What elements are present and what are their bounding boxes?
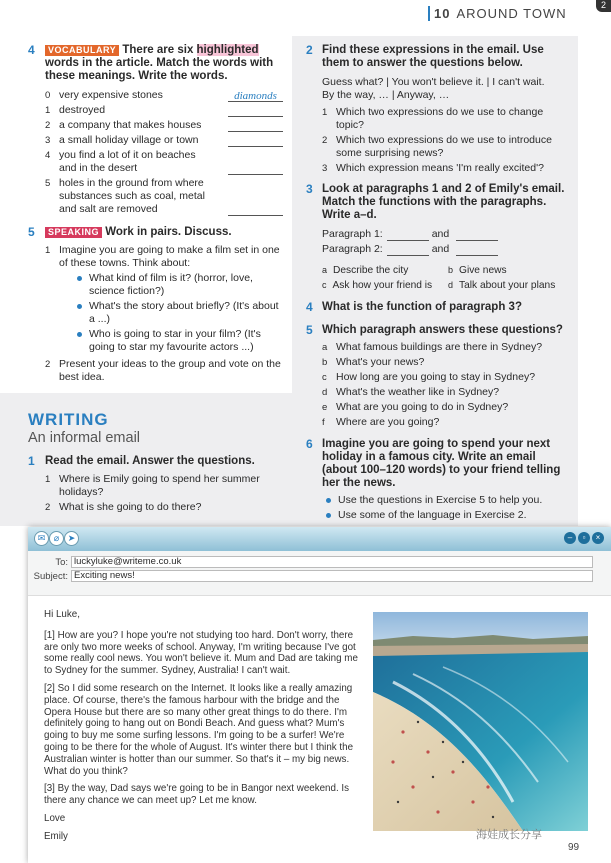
ex6-number: 6 <box>306 437 313 451</box>
option <box>322 279 448 292</box>
list-item <box>45 244 283 270</box>
speaking-list <box>45 244 283 384</box>
email-window <box>28 527 611 863</box>
email-paragraph-3: [3] By the way, Dad says we're going to be in Bangor next weekend. Is there any chance we can meet up? Let me know. <box>44 783 350 807</box>
vocab-item <box>45 119 283 132</box>
answer-field[interactable]: diamonds <box>228 90 283 102</box>
email-signoff: Love <box>44 812 66 824</box>
ex2-number: 2 <box>306 43 313 57</box>
item-number: 1 <box>322 107 328 118</box>
speaking-bullets <box>73 272 283 354</box>
item-number: 2 <box>45 359 51 370</box>
option-text: Give news <box>459 265 507 276</box>
ex5-list <box>322 341 571 429</box>
item-number: 4 <box>45 150 51 161</box>
list-item <box>322 341 571 354</box>
item-letter: f <box>322 417 325 428</box>
item-number: 1 <box>45 105 51 116</box>
maximize-icon[interactable]: ▫ <box>578 532 590 544</box>
item-number: 1 <box>45 245 51 256</box>
writing-ex1-instruction: Read the email. Answer the questions. <box>45 455 255 467</box>
speaking-badge: SPEAKING <box>45 227 102 238</box>
speaking-instruction: Work in pairs. Discuss. <box>105 226 232 238</box>
list-item <box>322 371 571 384</box>
writing-subtitle: An informal email <box>28 430 141 446</box>
corner-tab: 2 <box>596 0 611 12</box>
highlighted-word: highlighted <box>196 44 259 56</box>
vocab-item <box>45 89 283 102</box>
ex2-expressions <box>322 76 571 102</box>
vocabulary-badge: VOCABULARY <box>45 45 119 56</box>
attach-icon[interactable]: ⌀ <box>49 531 64 546</box>
instruction-part: words in the article. Match the words with these meanings. Write the words. <box>45 57 274 82</box>
list-item <box>45 473 283 499</box>
ex5-instruction: Which paragraph answers these questions? <box>322 324 563 336</box>
item-text: Which two expressions do we use to introduce some surprising news? <box>336 134 552 159</box>
ex5-heading <box>306 324 571 337</box>
answer-blank[interactable] <box>456 244 498 256</box>
option <box>322 264 448 277</box>
item-text: Where is Emily going to spend her summer holidays? <box>59 473 260 498</box>
item-text: holes in the ground from where substances such as coal, metal and salt are removed <box>59 177 205 215</box>
vocab-item <box>45 177 283 216</box>
vocab-item <box>45 104 283 117</box>
item-text: What are you going to do in Sydney? <box>336 401 509 413</box>
list-item <box>45 501 283 514</box>
answer-blank[interactable] <box>456 229 498 241</box>
item-number: 0 <box>45 90 51 101</box>
item-number: 2 <box>322 135 328 146</box>
vocab-ex-number: 4 <box>28 43 35 57</box>
subject-field[interactable]: Exciting news! <box>71 570 593 582</box>
item-text: What's your news? <box>336 356 425 368</box>
answer-field[interactable] <box>228 163 283 175</box>
item-text: a company that makes houses <box>59 119 202 131</box>
list-item <box>322 401 571 414</box>
option-text: Ask how your friend is <box>332 280 433 291</box>
list-item <box>45 358 283 384</box>
writing-questions <box>45 473 283 514</box>
page-number: 99 <box>568 842 580 853</box>
option-letter: a <box>322 265 328 275</box>
watermark: 海娃成长分享 <box>476 829 542 841</box>
ex6-instruction: Imagine you are going to spend your next holiday in a famous city. Write an email (about 100–120 words) to your friend telling her the news. <box>322 438 561 489</box>
right-panel <box>292 36 578 526</box>
ex5-number: 5 <box>306 323 313 337</box>
list-item <box>322 356 571 369</box>
writing-ex1 <box>28 455 283 516</box>
item-number: 3 <box>322 163 328 174</box>
left-column <box>28 44 283 386</box>
writing-ex1-number: 1 <box>28 454 35 468</box>
to-field[interactable]: luckyluke@writeme.co.uk <box>71 556 593 568</box>
ex4-number: 4 <box>306 300 313 314</box>
bullet-item: Use the questions in Exercise 5 to help you. <box>338 494 571 507</box>
item-text: destroyed <box>59 104 106 116</box>
email-paragraph-2: [2] So I did some research on the Internet. It looks like a really amazing place. Of course, there's the famous harbour with the bridge and the Opera House but there are so many other great things to do there. I'm definitely going to hang out on Bondi Beach. And guess what? Mum's going to buy me some surfing lessons. I'm going to be a surfer! We're going to be there for the whole of August. It's winter there but I think the Australian winter is hotter than our summer. So that's it – my big news. What do you think? <box>44 682 354 777</box>
to-label: To: <box>55 557 68 568</box>
expressions-line-2: By the way, … | Anyway, … <box>322 89 450 101</box>
list-item <box>322 386 571 399</box>
bullet-item: Who is going to star in your film? (It's going to star my favourite actors ...) <box>89 328 283 354</box>
expressions-line-1: Guess what? | You won't believe it. | I can't wait. <box>322 76 545 88</box>
ex4-vocab-heading <box>28 44 283 83</box>
answer-field[interactable] <box>228 120 283 132</box>
item-number: 2 <box>45 502 51 513</box>
vocab-item <box>45 149 283 175</box>
ex2-instruction: Find these expressions in the email. Use them to answer the questions below. <box>322 44 544 69</box>
ex3-instruction: Look at paragraphs 1 and 2 of Emily's email. Match the functions with the paragraphs. Write a–d. <box>322 183 565 221</box>
unit-header <box>428 6 567 21</box>
mail-icon[interactable]: ✉ <box>34 531 49 546</box>
bullet-item: What kind of film is it? (horror, love, science fiction?) <box>89 272 283 298</box>
unit-number: 10 <box>428 6 450 21</box>
item-text: a small holiday village or town <box>59 134 199 146</box>
item-text: you find a lot of it on beaches and in the desert <box>59 149 196 174</box>
subject-label: Subject: <box>33 571 68 582</box>
email-titlebar <box>28 527 611 551</box>
item-letter: b <box>322 357 328 368</box>
email-paragraph-1: [1] How are you? I hope you're not studying too hard. Don't worry, there are only two more weeks of school. Anyway, I'm writing because I've got some really cool news. You won't believe it. Mum and Dad are taking me to Sydney for the summer. Sydney, Australia! I can't wait. <box>44 629 358 677</box>
paragraph-1-label: Paragraph 1: <box>322 228 383 240</box>
option <box>448 264 568 277</box>
option-letter: c <box>322 280 327 290</box>
email-greeting: Hi Luke, <box>44 609 80 620</box>
ex5-speaking-heading <box>28 226 283 239</box>
answer-blank[interactable] <box>387 229 429 241</box>
answer-blank[interactable] <box>387 244 429 256</box>
beach-photo <box>373 612 588 831</box>
item-letter: a <box>322 342 328 353</box>
vocab-list <box>45 89 283 216</box>
ex2-heading <box>306 44 571 70</box>
item-number: 5 <box>45 178 51 189</box>
item-text: What famous buildings are there in Sydney? <box>336 341 543 353</box>
item-letter: e <box>322 402 328 413</box>
answer-field[interactable] <box>228 105 283 117</box>
item-text: Which two expressions do we use to change topic? <box>336 106 544 131</box>
item-number: 3 <box>45 135 51 146</box>
ex3-number: 3 <box>306 182 313 196</box>
ex2-list <box>322 106 571 175</box>
option-letter: d <box>448 280 454 290</box>
beach-illustration <box>373 612 588 831</box>
and-word: and <box>431 228 450 240</box>
list-item <box>322 416 571 429</box>
instruction-part: There are six <box>122 44 197 56</box>
item-text: What is she going to do there? <box>59 501 202 513</box>
option <box>448 279 568 292</box>
answer-field[interactable] <box>228 204 283 216</box>
item-text: Present your ideas to the group and vote on the best idea. <box>59 358 281 383</box>
item-letter: c <box>322 372 327 383</box>
email-header <box>28 551 611 596</box>
writing-ex1-heading <box>28 455 283 468</box>
item-text: Which expression means 'I'm really excited'? <box>336 162 544 174</box>
list-item <box>322 106 571 132</box>
bullet-item: Use some of the language in Exercise 2. <box>338 509 571 522</box>
list-item <box>322 134 571 160</box>
send-icon[interactable]: ➤ <box>64 531 79 546</box>
close-icon[interactable]: × <box>592 532 604 544</box>
item-number: 2 <box>45 120 51 131</box>
answer-field[interactable] <box>228 135 283 147</box>
item-number: 1 <box>45 474 51 485</box>
list-item <box>322 162 571 175</box>
speaking-ex-number: 5 <box>28 225 35 239</box>
item-text: What's the weather like in Sydney? <box>336 386 500 398</box>
email-signature: Emily <box>44 830 68 842</box>
ex3-paragraphs <box>322 228 571 256</box>
minimize-icon[interactable]: – <box>564 532 576 544</box>
item-text: How long are you going to stay in Sydney? <box>336 371 536 383</box>
email-body <box>44 609 362 849</box>
option-letter: b <box>448 265 454 275</box>
paragraph-2-label: Paragraph 2: <box>322 243 383 255</box>
option-text: Describe the city <box>333 265 409 276</box>
item-text: Where are you going? <box>336 416 440 428</box>
ex3-options <box>322 264 571 292</box>
ex6-heading <box>306 438 571 490</box>
writing-title: WRITING <box>28 410 109 429</box>
and-word: and <box>431 243 450 255</box>
bullet-item: What's the story about briefly? (It's about a ...) <box>89 300 283 326</box>
ex6-bullets <box>322 494 571 522</box>
vocab-item <box>45 134 283 147</box>
unit-title: AROUND TOWN <box>456 6 567 21</box>
ex4-heading <box>306 301 571 314</box>
item-letter: d <box>322 387 328 398</box>
item-text: Imagine you are going to make a film set in one of these towns. Think about: <box>59 244 280 269</box>
option-text: Talk about your plans <box>459 280 556 291</box>
ex4-instruction: What is the function of paragraph 3? <box>322 301 522 313</box>
item-text: very expensive stones <box>59 89 163 101</box>
ex3-heading <box>306 183 571 222</box>
